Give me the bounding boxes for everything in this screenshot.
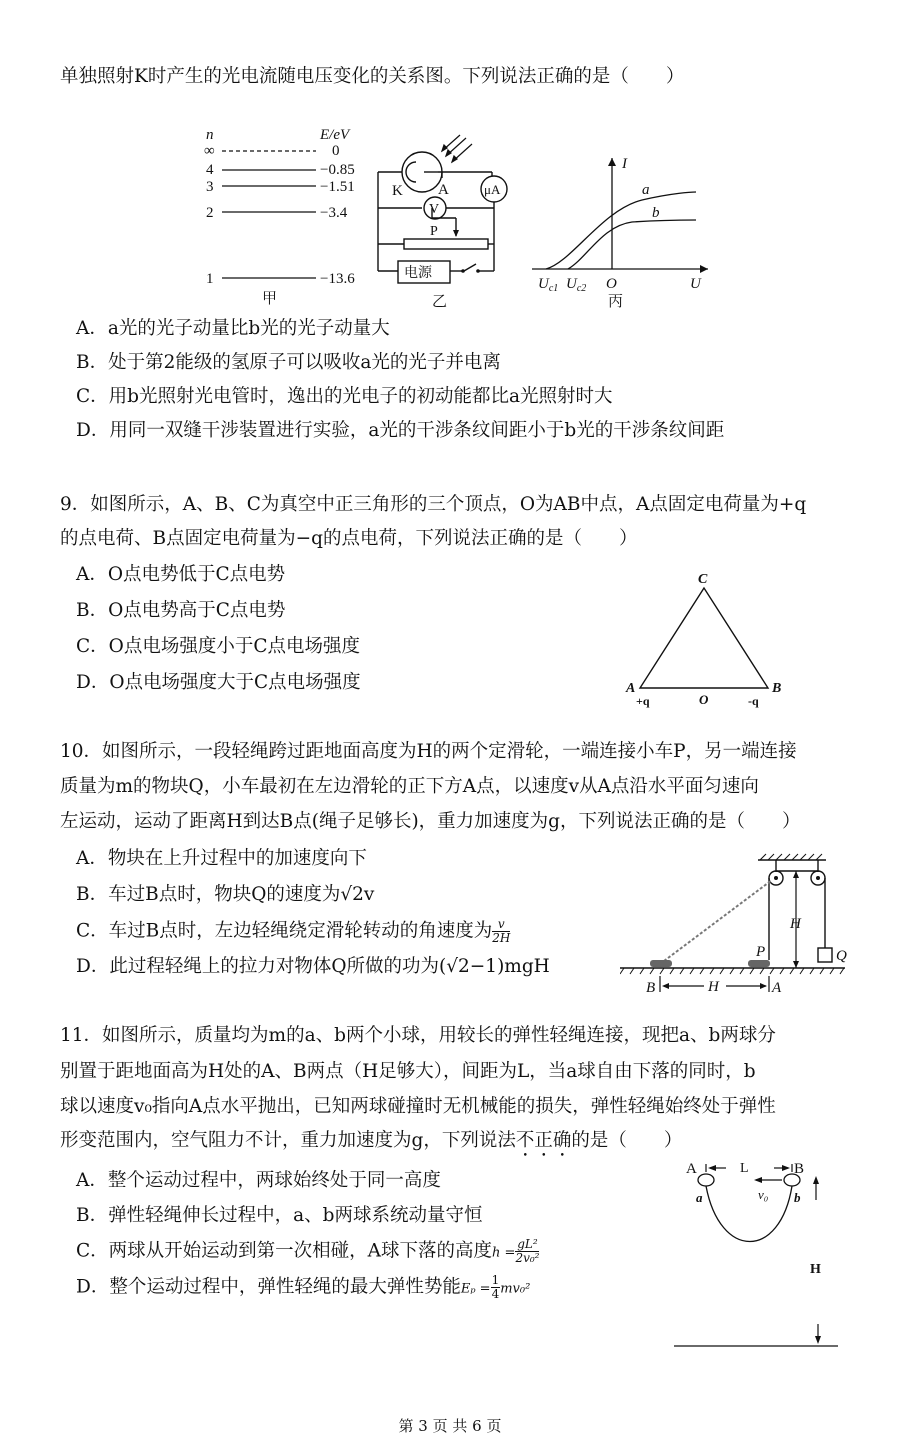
u-axis-label: U [690,276,701,292]
a-label: A [438,182,449,198]
level-e: −0.85 [320,162,355,178]
q8-option-d[interactable]: D．用同一双缝干涉装置进行实验，a光的干涉条纹间距小于b光的干涉条纹间距 [76,420,725,441]
midpoint-o-label: O [699,692,709,707]
q10-option-a[interactable]: A．物块在上升过程中的加速度向下 [76,848,367,869]
level-2 [206,205,348,221]
curve-b [568,220,696,269]
level-4 [206,162,355,178]
point-a-label: A [772,980,782,996]
q8-option-b[interactable]: B．处于第2能级的氢原子可以吸收a光的光子并电离 [76,352,501,373]
vertex-c-label: C [698,572,708,587]
uc1-label: $U_{c1}$ [538,276,559,294]
q9-figure-triangle [620,568,790,708]
q10-stem-line2: 质量为m的物块Q，小车最初在左边滑轮的正下方A点，以速度v从A点沿水平面匀速向 [60,776,759,797]
q9-option-b[interactable]: B．O点电势高于C点电势 [76,600,286,621]
slider-label: P [430,224,438,239]
q8-option-a[interactable]: A．a光的光子动量比b光的光子动量大 [76,318,390,339]
point-b-label: B [646,980,656,996]
level-n: 4 [206,162,214,178]
page-footer: 第 3 页 共 6 页 [398,1417,502,1435]
q10-stem-line3: 左运动，运动了距离H到达B点(绳子足够长)，重力加速度为g，下列说法正确的是（ ） [60,811,801,832]
level-n: 3 [206,179,214,195]
level-e: −3.4 [320,205,348,221]
q10-stem-line1: 10．如图所示，一段轻绳跨过距地面高度为H的两个定滑轮，一端连接小车P，另一端连接 [60,741,797,762]
point-a-upper-label: A [686,1161,697,1177]
n-label: n [206,127,214,143]
q11-figure-balls [670,1140,850,1360]
vertex-a-label: A [626,681,636,696]
q8-stem-tail: 单独照射K时产生的光电流随电压变化的关系图。下列说法正确的是（ ） [60,66,685,87]
curve-b-label: b [652,205,660,221]
height-h-label: H [790,916,801,932]
caption-jia: 甲 [262,291,278,307]
level-n: 2 [206,205,214,221]
level-e: −1.51 [320,179,355,195]
q11-option-c[interactable]: C．两球从开始运动到第一次相碰，A球下落的高度h = $\frac{\text{gL²}}{\text{2v₀²}}$ [76,1237,540,1265]
emphasis-not-correct: 不正确 [515,1130,572,1151]
vertex-b-label: B [772,681,782,696]
q9-option-d[interactable]: D．O点电场强度大于C点电场强度 [76,672,361,693]
q11-stem-line1: 11．如图所示，质量均为m的a、b两个小球，用较长的弹性轻绳连接，现把a、b两球分 [60,1025,776,1046]
q8-option-c[interactable]: C．用b光照射光电管时，逸出的光电子的初动能都比a光照射时大 [76,386,613,407]
cart-p-label: P [756,944,766,960]
block-q-label: Q [836,948,847,964]
curve-a-label: a [642,182,650,198]
level-e: −13.6 [320,271,355,287]
q10-option-c[interactable]: C．车过B点时，左边轻绳绕定滑轮转动的角速度为 $\frac{v}{2H}$ [76,917,511,945]
caption-bing: 丙 [608,294,624,310]
uc2-label: $U_{c2}$ [566,276,587,294]
k-label: K [392,183,403,199]
q9-stem-line2: 的点电荷、B点固定电荷量为−q的点电荷，下列说法正确的是（ ） [60,528,638,549]
q11-stem-line4: 形变范围内，空气阻力不计，重力加速度为g，下列说法不正确的是（ ） [60,1130,683,1151]
level-3 [206,179,355,195]
microammeter-label: μA [484,182,501,197]
caption-yi: 乙 [432,294,448,310]
q9-stem-line1: 9．如图所示，A、B、C为真空中正三角形的三个顶点，O为AB中点，A点固定电荷量为+q [60,494,807,515]
level-e: 0 [332,143,340,159]
q11-option-d[interactable]: D．整个运动过程中，弹性轻绳的最大弹性势能Eₚ = $\frac{1}{4}$ mv₀² [76,1273,531,1301]
q8-figure-energy-levels [196,122,376,312]
q11-option-d-fraction: $\frac{1}{4}$ [491,1273,500,1301]
q8-figure-iu-graph [532,150,718,312]
q9-option-c[interactable]: C．O点电场强度小于C点电场强度 [76,636,360,657]
charge-plus-label: +q [636,694,650,708]
distance-h-label: H [708,979,719,995]
q10-option-d-expr: (√2−1)mgH [439,956,550,977]
q9-option-a[interactable]: A．O点电势低于C点电势 [76,564,286,585]
level-inf [204,143,340,159]
curve-a [546,192,696,269]
origin-label: O [606,276,617,292]
i-axis-label: I [622,156,627,172]
ball-b-label: b [794,1190,801,1205]
level-n: ∞ [204,143,215,159]
q11-stem-line3: 球以速度v₀指向A点水平抛出，已知两球碰撞时无机械能的损失，弹性轻绳始终处于弹性 [60,1096,776,1117]
q11-stem-line2: 别置于距地面高为H处的A、B两点（H足够大），间距为L，当a球自由下落的同时，b [60,1061,756,1082]
q8-figure-circuit [372,134,522,312]
velocity-v0-label: v₀ [758,1187,769,1202]
q10-option-b-expr: √2v [340,884,375,905]
point-b-upper-label: B [794,1161,805,1177]
q10-option-d[interactable]: D．此过程轻绳上的拉力对物体Q所做的功为(√2−1)mgH [76,956,550,977]
q11-option-c-fraction: $\frac{\text{gL²}}{\text{2v₀²}}$ [515,1237,540,1265]
level-n: 1 [206,271,214,287]
e-label: E/eV [320,127,350,143]
level-1 [206,271,355,287]
voltmeter-label: V [429,202,440,217]
q10-option-b[interactable]: B．车过B点时，物块Q的速度为√2v [76,884,375,905]
charge-minus-label: -q [748,694,759,708]
q10-option-c-fraction: $\frac{v}{2H}$ [492,917,511,945]
q11-option-a[interactable]: A．整个运动过程中，两球始终处于同一高度 [76,1170,441,1191]
height-h-label: H [810,1262,821,1277]
q11-option-b[interactable]: B．弹性轻绳伸长过程中，a、b两球系统动量守恒 [76,1205,483,1226]
ball-a-label: a [696,1190,703,1205]
power-source-label: 电源 [404,266,432,281]
distance-l-label: L [740,1161,749,1176]
q10-figure-pulley [620,852,860,996]
